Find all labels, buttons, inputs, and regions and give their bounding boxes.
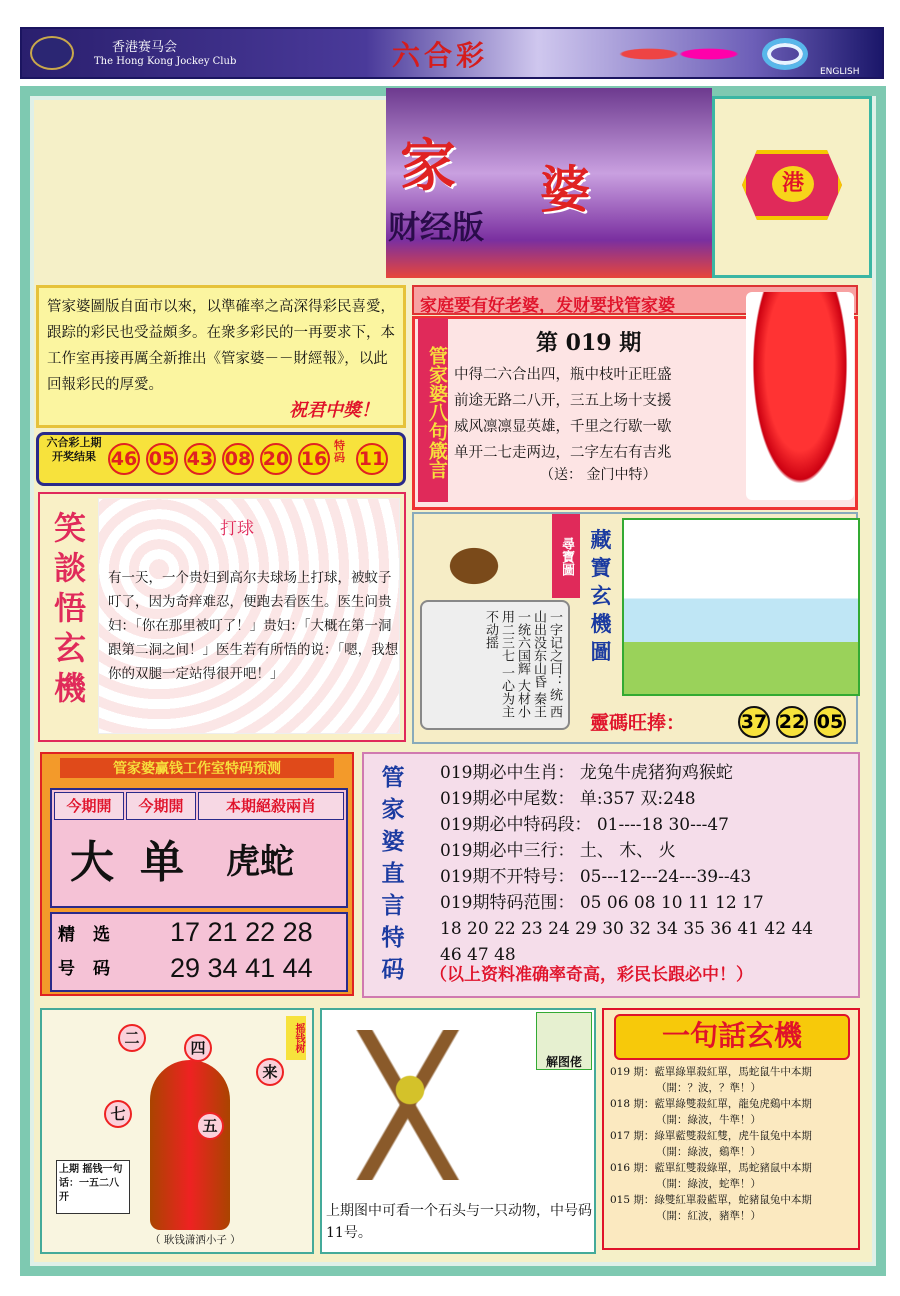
jockey-horse-icon [426, 530, 522, 590]
selected-label: 精选号码 [58, 925, 128, 979]
list-item: （開：綠波，牛準！） [656, 1114, 761, 1126]
joke-text: 有一天，一个贵妇到高尔夫球场上打球，被蚊子叮了，因为奇痒难忍，便跑去看医生。医生问贵妇：「你在那里被叮了！」贵妇：「大概在第一洞跟第二洞之间！」医生若有所悟的说：「嗯，我想你的双腿一定站得很开吧！」 [108, 570, 399, 682]
monkey-slingshot-image [340, 1030, 480, 1180]
tree-ball: 来 [256, 1058, 284, 1086]
spec-line: 18 20 22 23 24 29 30 32 34 35 36 41 42 44 [440, 919, 814, 939]
org-name-cn: 香港赛马会 [112, 40, 178, 55]
tree-ball: 七 [104, 1100, 132, 1128]
racing-horses-icon [604, 34, 754, 74]
poem-send: （送： 金门中特） [540, 467, 657, 483]
poem-line: 单开二七走两边，二字左右有吉兆 [454, 445, 672, 461]
list-item: （開：綠波，蛇準！） [656, 1178, 761, 1190]
lingma-label: 靈碼旺捧： [590, 712, 686, 734]
one-sentence-title: 一句話玄機 [614, 1014, 850, 1060]
result-ball: 20 [260, 443, 292, 475]
list-item: 015 期：綠雙紅單殺藍單，蛇豬鼠兔中本期 [610, 1194, 812, 1206]
table-header: 今期開 [54, 792, 124, 820]
lingma-ball: 05 [814, 706, 846, 738]
spec-line: 019期必中尾数： 单:357 双:248 [440, 789, 696, 809]
results-label: 六合彩上期开奖结果 [46, 436, 102, 463]
lantern-char: 港 [772, 166, 814, 202]
big-char: 大 [70, 837, 114, 888]
tree-caption: （ 耿钱潇洒小子 ） [150, 1234, 241, 1246]
list-item: 019 期：藍單綠單殺紅單，馬蛇鼠牛中本期 [610, 1066, 812, 1078]
big-char: 单 [140, 837, 184, 888]
riddle-caption: 上期图中可看一个石头与一只动物，中号码11号。 [326, 1203, 592, 1241]
joke-title: 打球 [220, 519, 254, 539]
table-header: 本期絕殺兩肖 [198, 792, 344, 820]
direct-special-lines [440, 760, 850, 968]
joke-side-title: 笑談悟玄機 [53, 509, 86, 707]
tree-note: 上期 摇钱一句话：一五二八开 [56, 1160, 130, 1214]
eight-line-side: 管家婆八句箴言 [418, 318, 448, 502]
poem-line: 威风凛凛显英雄，千里之行歇一歇 [454, 419, 672, 435]
lingma-ball: 22 [776, 706, 808, 738]
one-sentence-list [610, 1064, 856, 1224]
tree-ball: 五 [196, 1112, 224, 1140]
result-ball: 08 [222, 443, 254, 475]
intro-text: 管家婆圖版自面市以來，以準確率之高深得彩民喜愛，跟踪的彩民也受益頗多。在衆多彩民的一再要求下，本工作室再接再厲全新推出《管家婆－－財經報》，以此回報彩民的厚愛。 [47, 299, 395, 393]
zangbao-title: 藏寶玄機圖 [590, 527, 612, 664]
direct-special-side: 管家婆直言特码 [381, 764, 405, 983]
result-ball: 43 [184, 443, 216, 475]
spec-line: 019期特码范围： 05 06 08 10 11 12 17 [440, 893, 764, 913]
poem-line: 中得二六合出四，瓶中枝叶正旺盛 [454, 367, 672, 383]
list-item: （開：？波，？準！） [656, 1082, 761, 1094]
poem-line: 前途无路二八开，三五上场十支援 [454, 393, 672, 409]
direct-special-note: （以上资料准确率奇高，彩民长跟必中！） [430, 965, 753, 985]
intro-wish: 祝君中獎！ [289, 400, 379, 421]
period-number: 第 019 期 [536, 330, 642, 356]
result-ball: 05 [146, 443, 178, 475]
tree-ball: 四 [184, 1034, 212, 1062]
org-name-en: The Hong Kong Jockey Club [94, 56, 237, 67]
tree-ball: 二 [118, 1024, 146, 1052]
red-cloth-icon [746, 292, 854, 500]
list-item: 018 期：藍單綠雙殺紅單，龍兔虎鷄中本期 [610, 1098, 812, 1110]
intro-box [36, 285, 406, 428]
english-link[interactable]: ENGLISH [820, 67, 860, 77]
hkjc-logo-icon[interactable] [30, 36, 74, 70]
special-label: 特码 [334, 439, 345, 464]
special-ball: 11 [356, 443, 388, 475]
poem-lines [454, 362, 746, 466]
result-ball: 16 [298, 443, 330, 475]
scroll-text: 一字记之曰：统 西山出没东山昏 秦王一统六国辉 大材小用二三七 一心为主不动摇 [483, 610, 562, 719]
prediction-title: 管家婆赢钱工作室特码预测 [60, 758, 334, 778]
banner-subtitle: 财经版 [388, 208, 485, 246]
mark-six-logo-icon[interactable] [762, 38, 808, 70]
tree-trunk-icon [150, 1060, 230, 1230]
jietu-label: 解图佬 [536, 1012, 592, 1070]
selected-numbers: 17 21 22 28 29 34 41 44 [170, 917, 313, 983]
banner-char-po: 婆 [540, 160, 590, 219]
spec-line: 46 47 48 [440, 945, 516, 965]
xunbao-label: 尋寶圖 [552, 514, 580, 598]
spec-line: 019期不开特号： 05---12---24---39--43 [440, 867, 752, 887]
table-header: 今期開 [126, 792, 196, 820]
farmer-scene-image [622, 518, 860, 696]
spec-line: 019期必中三行： 土、 木、 火 [440, 841, 676, 861]
slogan: 家庭要有好老婆，发财要找管家婆 [412, 285, 858, 315]
kill-zodiac: 虎蛇 [226, 842, 294, 882]
spec-line: 019期必中生肖： 龙兔牛虎猪狗鸡猴蛇 [440, 763, 733, 783]
page-title: 六合彩 [392, 39, 489, 72]
yaoqian-label: 摇钱树 [286, 1016, 306, 1060]
list-item: 017 期：綠單藍雙殺紅雙，虎牛鼠兔中本期 [610, 1130, 812, 1142]
list-item: 016 期：藍單紅雙殺綠單，馬蛇豬鼠中本期 [610, 1162, 812, 1174]
lingma-ball: 37 [738, 706, 770, 738]
banner-char-jia: 家 [400, 133, 456, 199]
list-item: （開：紅波，豬準！） [656, 1210, 761, 1222]
spec-line: 019期必中特码段： 01----18 30---47 [440, 815, 729, 835]
list-item: （開：綠波，鷄準！） [656, 1146, 761, 1158]
result-ball: 46 [108, 443, 140, 475]
